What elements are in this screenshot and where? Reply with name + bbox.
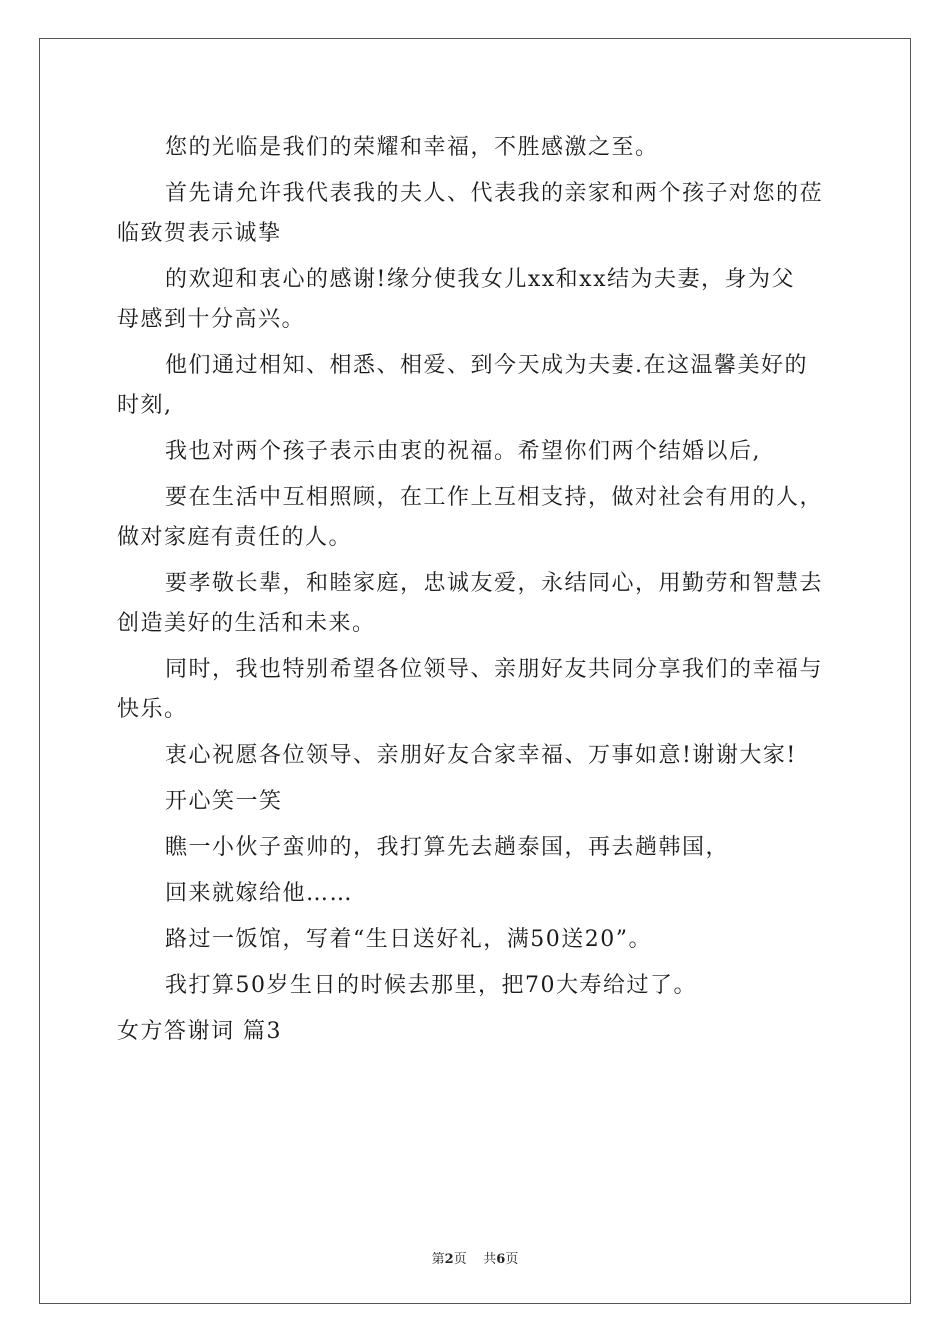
paragraph-line: 要在生活中互相照顾，在工作上互相支持，做对社会有用的人， (165, 485, 824, 510)
footer-total-suffix: 页 (505, 1252, 519, 1267)
paragraph (117, 346, 837, 426)
paragraph-line: 路过一饭馆，写着“生日送好礼，满50送20”。 (165, 927, 652, 952)
paragraph-line: 创造美好的生活和未来。 (117, 611, 376, 636)
paragraph-line: 他们通过相知、相悉、相爱、到今天成为夫妻.在这温馨美好的 (165, 353, 808, 378)
paragraph-line: 瞧一小伙子蛮帅的，我打算先去趟泰国，再去趟韩国， (165, 835, 730, 860)
paragraph (117, 736, 837, 776)
footer-page-suffix: 页 (453, 1252, 467, 1267)
document-body (117, 128, 837, 1058)
paragraph-line: 开心笑一笑 (165, 789, 283, 814)
paragraph (117, 874, 837, 914)
section-heading (117, 1012, 837, 1052)
paragraph (117, 920, 837, 960)
paragraph (117, 260, 837, 340)
section-heading-text: 女方答谢词 篇3 (117, 1019, 282, 1044)
paragraph-line: 母感到十分高兴。 (117, 307, 306, 332)
footer-page-prefix: 第 (431, 1252, 445, 1267)
paragraph (117, 782, 837, 822)
paragraph (117, 432, 837, 472)
paragraph-line: 同时，我也特别希望各位领导、亲朋好友共同分享我们的幸福与 (165, 657, 824, 682)
paragraph (117, 174, 837, 254)
paragraph-line: 做对家庭有责任的人。 (117, 525, 353, 550)
paragraph (117, 828, 837, 868)
paragraph-line: 要孝敬长辈，和睦家庭，忠诚友爱，永结同心，用勤劳和智慧去 (165, 571, 824, 596)
paragraph-line: 我打算50岁生日的时候去那里，把70大寿给过了。 (165, 973, 697, 998)
paragraph-line: 回来就嫁给他…… (165, 881, 354, 906)
paragraph-line: 您的光临是我们的荣耀和幸福，不胜感激之至。 (165, 135, 659, 160)
paragraph-line: 首先请允许我代表我的夫人、代表我的亲家和两个孩子对您的莅 (165, 181, 824, 206)
paragraph-line: 时刻, (117, 393, 173, 418)
footer-page-number: 2 (444, 1252, 454, 1267)
paragraph (117, 128, 837, 168)
paragraph (117, 966, 837, 1006)
paragraph (117, 478, 837, 558)
footer-total-prefix: 共 (483, 1252, 497, 1267)
page-footer (0, 1248, 950, 1267)
paragraph (117, 650, 837, 730)
footer-total-pages: 6 (496, 1252, 506, 1267)
paragraph (117, 564, 837, 644)
paragraph-line: 临致贺表示诚挚 (117, 221, 282, 246)
paragraph-line: 我也对两个孩子表示由衷的祝福。希望你们两个结婚以后, (165, 439, 761, 464)
paragraph-line: 的欢迎和衷心的感谢!缘分使我女儿xx和xx结为夫妻，身为父 (165, 267, 795, 292)
paragraph-line: 快乐。 (117, 697, 188, 722)
paragraph-line: 衷心祝愿各位领导、亲朋好友合家幸福、万事如意!谢谢大家! (165, 743, 797, 768)
